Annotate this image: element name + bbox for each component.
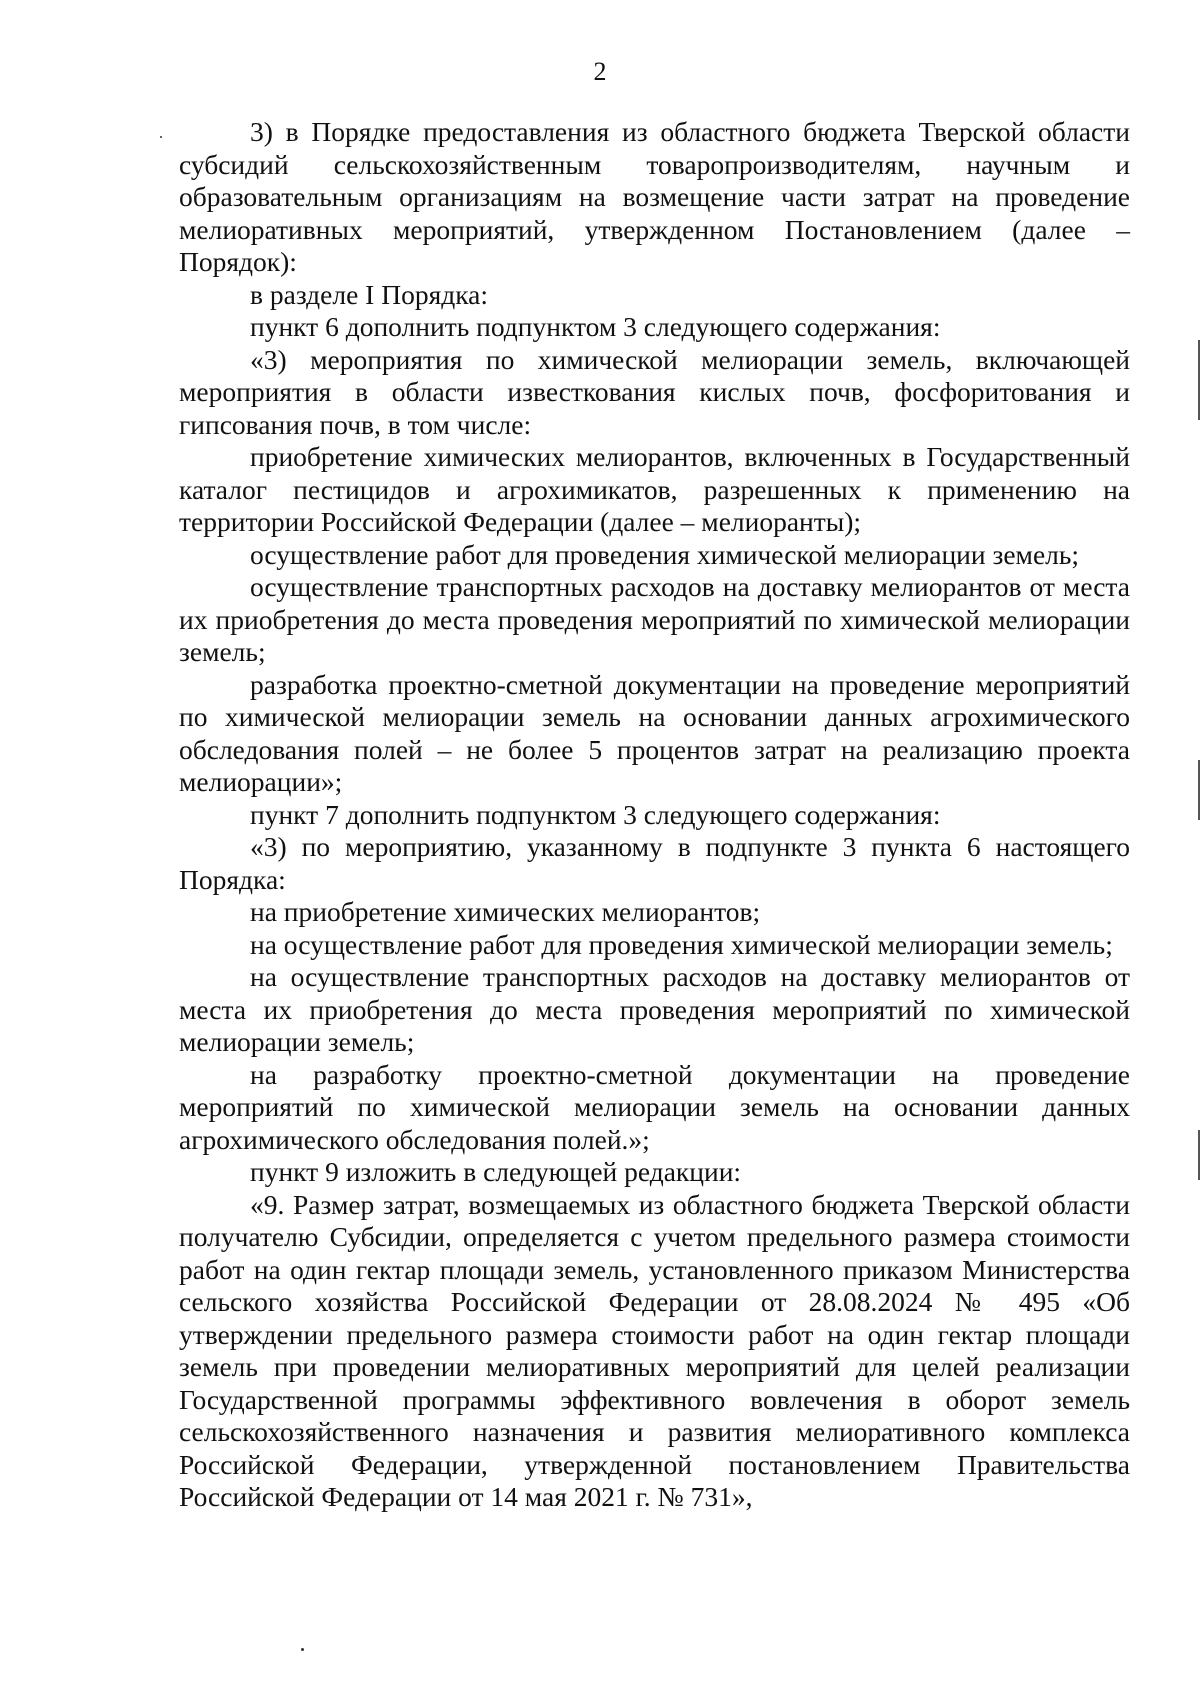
paragraph-cost-works: на осуществление работ для проведения химической мелиорации земель; — [250, 928, 1113, 960]
scan-speck — [160, 136, 162, 138]
paragraph-section-one: в разделе I Порядка: — [250, 278, 489, 310]
paragraph-point-9-text: «9. Размер затрат, возмещаемых из областного бюджета Тверской области получателю Субсидии, определяется с учетом предельного размера стоимости работ на один гектар площади земель, установленного приказом Министерства сельского хозяйства Российской Федерации от 28.08.2024 № 495 «Об утверждении предельного размера стоимости работ на один гектар площади земель при проведении мелиоративных мероприятий для целей реализации Государственной программы эффективного вовлечения в оборот земель сельскохозяйственного назначения и развития мелиоративного комплекса Российской Федерации, утвержденной постановлением Правительства Российской Федерации от 14 мая 2021 г. № 731», — [179, 1188, 1130, 1512]
paragraph-cost-transport: на осуществление транспортных расходов на доставку мелиорантов от места их приобретения до места проведения мероприятий по химической мелиорации земель; — [179, 961, 1130, 1057]
paragraph-transport: осуществление транспортных расходов на доставку мелиорантов от места их приобретения до места проведения мероприятий по химической мелиорации земель; — [179, 571, 1130, 667]
paragraph-cost-acquisition: на приобретение химических мелиорантов; — [250, 896, 761, 927]
paragraph-works: осуществление работ для проведения химической мелиорации земель; — [250, 538, 1080, 570]
paragraph-chemical-melioration: «3) мероприятия по химической мелиорации земель, включающей мероприятия в области известкования кислых почв, фосфоритования и гипсования почв, в том числе: — [179, 343, 1130, 440]
paragraph-point-6-amend: пункт 6 дополнить подпунктом 3 следующего содержания: — [250, 311, 941, 342]
document-body — [179, 116, 1130, 1514]
paragraph-point-7-amend: пункт 7 дополнить подпунктом 3 следующего содержания: — [250, 798, 941, 830]
page-number: 2 — [593, 57, 607, 86]
paragraph-point-7-sub3: «3) по мероприятию, указанному в подпункте 3 пункта 6 настоящего Порядка: — [179, 831, 1130, 895]
paragraph-cost-design-docs: на разработку проектно-сметной документации на проведение мероприятий по химической мелиорации земель на основании данных агрохимического обследования полей.»; — [179, 1058, 1130, 1155]
scan-speck — [301, 1648, 304, 1651]
paragraph-acquisition: приобретение химических мелиорантов, включенных в Государственный каталог пестицидов и агрохимикатов, разрешенных к применению на территории Российской Федерации (далее – мелиоранты); — [179, 441, 1130, 537]
paragraph-procedure-intro: 3) в Порядке предоставления из областного бюджета Тверской области субсидий сельскохозяйственным товаропроизводителям, научным и образовательным организациям на возмещение части затрат на проведение мелиоративных мероприятий, утвержденном Постановлением (далее – Порядок): — [179, 116, 1130, 277]
paragraph-design-docs: разработка проектно-сметной документации на проведение мероприятий по химической мелиорации земель на основании данных агрохимического обследования полей – не более 5 процентов затрат на реализацию проекта мелиорации»; — [179, 668, 1130, 797]
paragraph-point-9-amend: пункт 9 изложить в следующей редакции: — [250, 1156, 742, 1187]
